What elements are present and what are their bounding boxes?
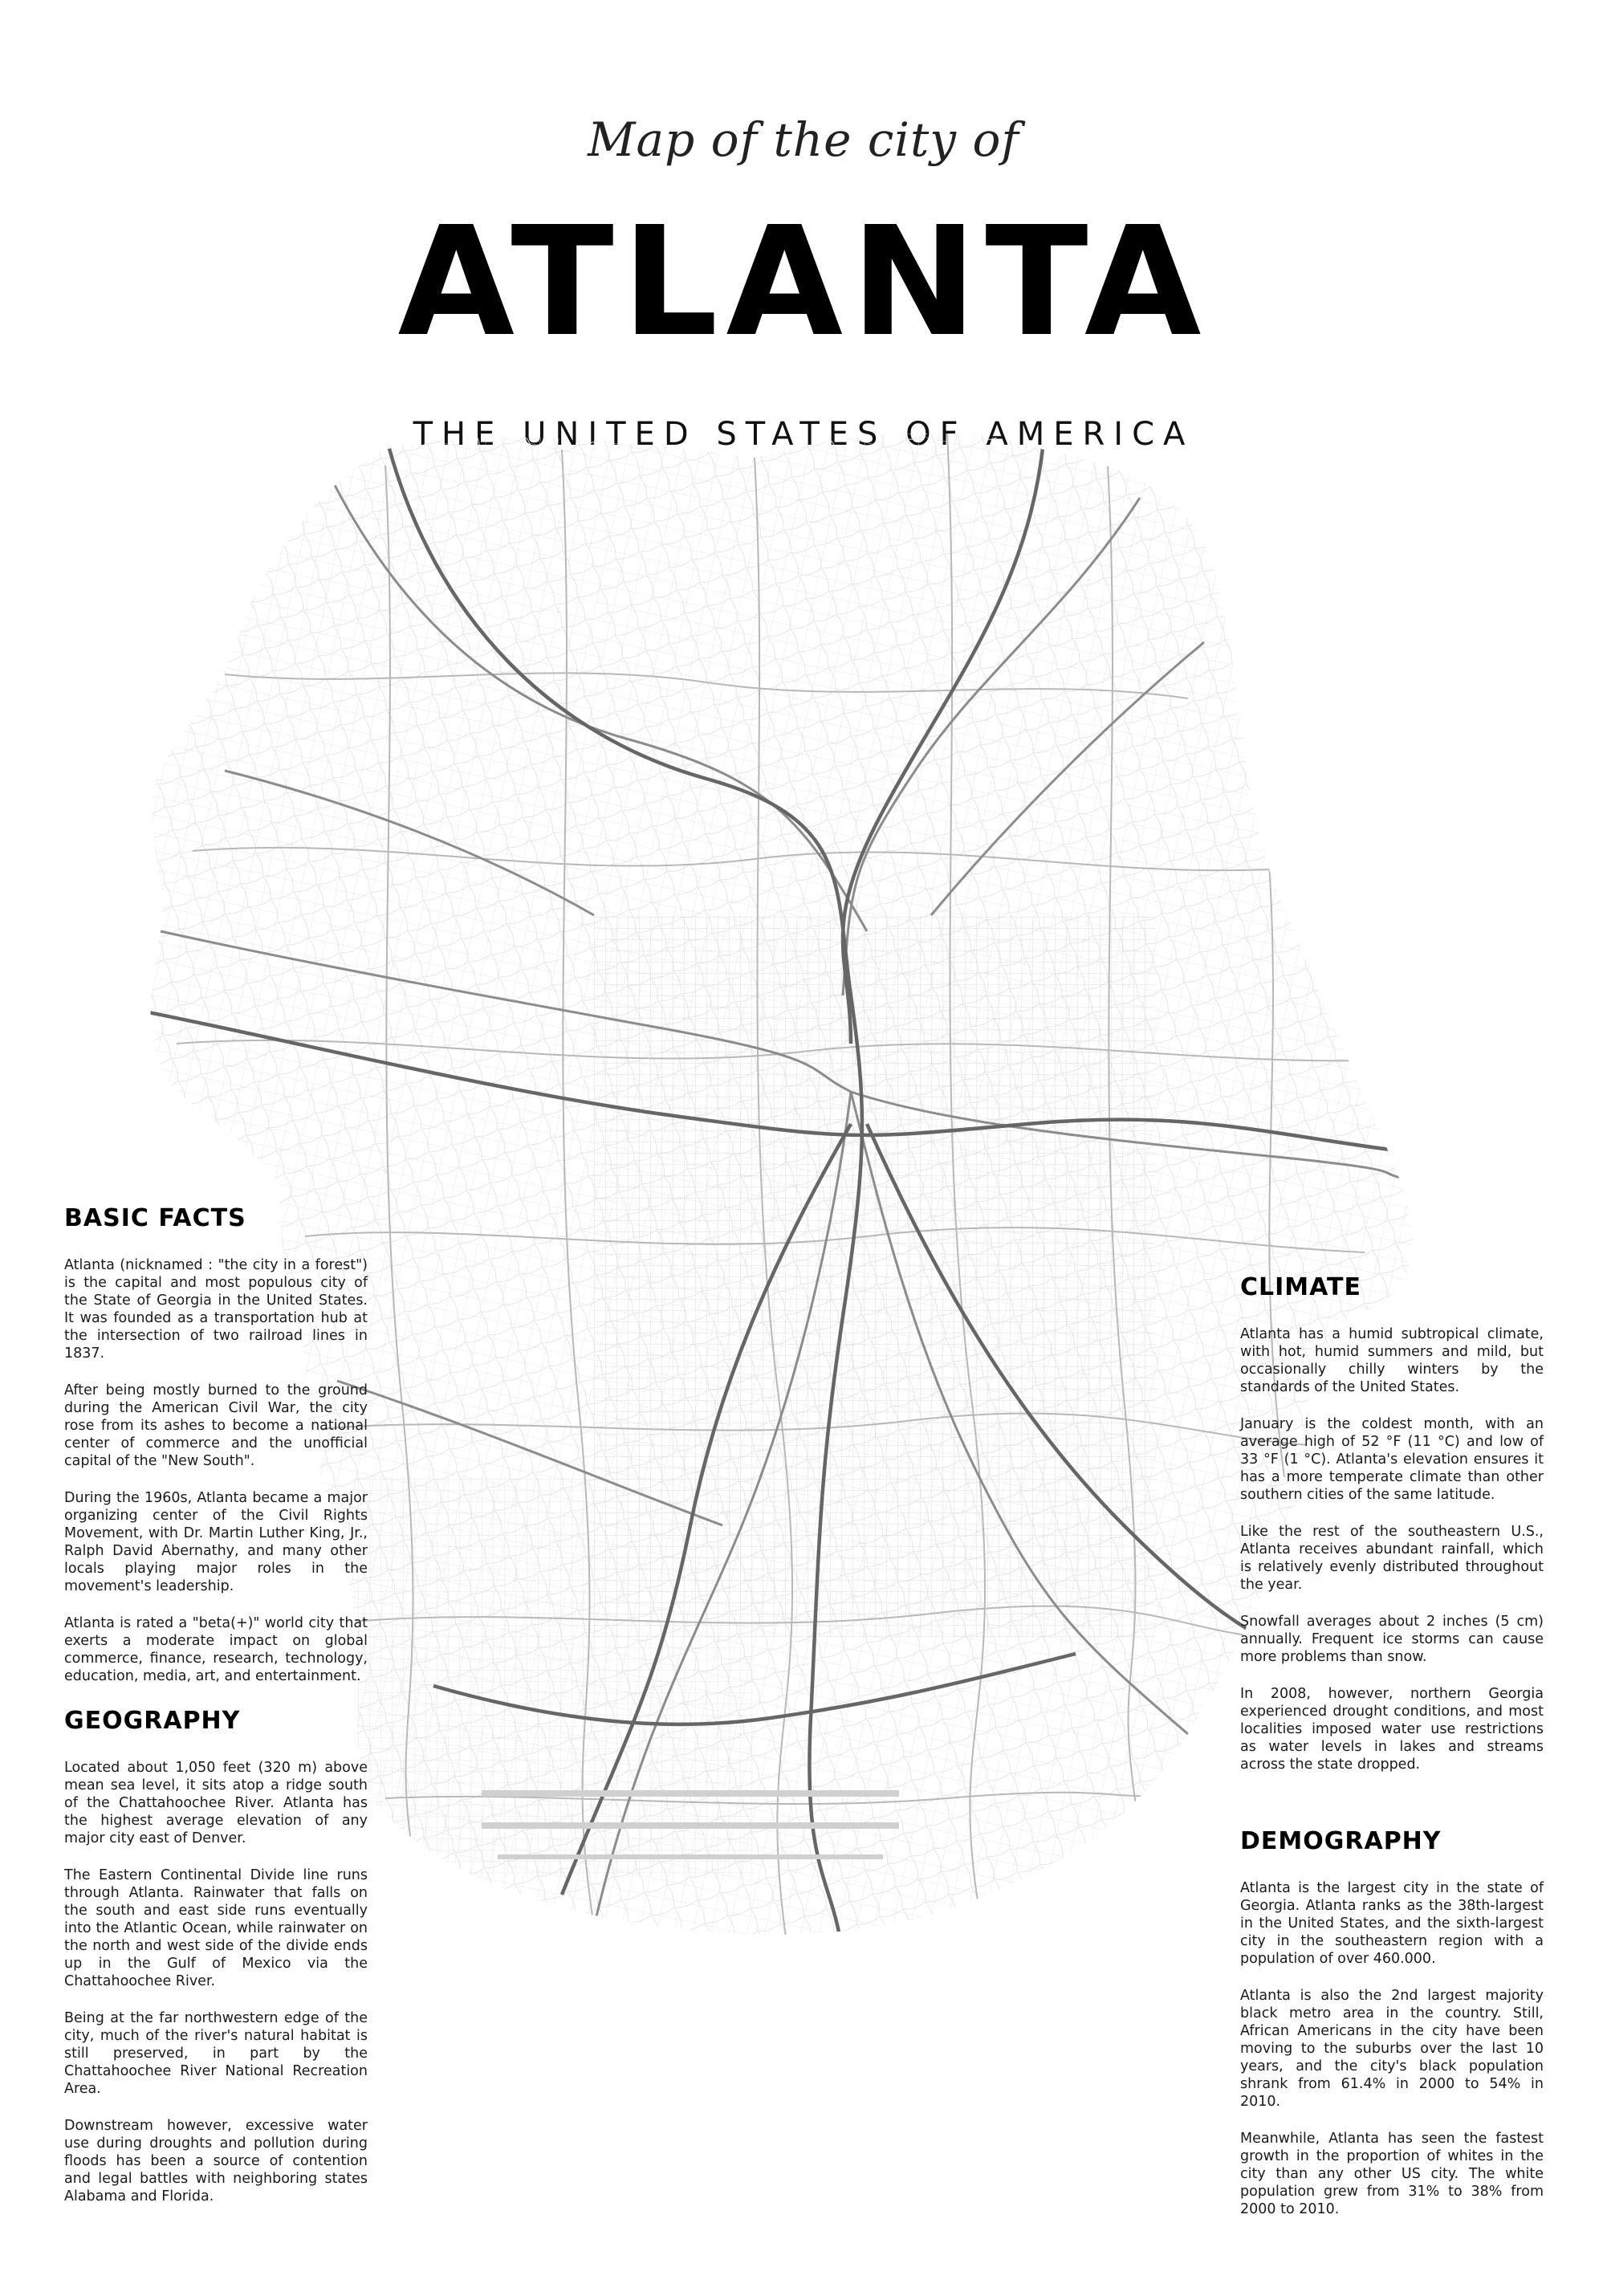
section-paragraph: Located about 1,050 feet (320 m) above mean sea level, it sits atop a ridge south of the Chattahoochee River. Atlanta has the highest average elevation of any major city east of Denver. — [64, 1760, 368, 1846]
section-paragraph: January is the coldest month, with an average high of 52 °F (11 °C) and low of 33 °F (1 °C). Atlanta's elevation ensures it has a more temperate climate than other southern cities of the same latitude. — [1240, 1416, 1544, 1503]
section-paragraph: Being at the far northwestern edge of the city, much of the river's natural habitat is still preserved, in part by the Chattahoochee River National Recreation Area. — [64, 2010, 368, 2097]
section-geography — [64, 1707, 368, 2225]
section-paragraph: After being mostly burned to the ground during the American Civil War, the city rose from its ashes to become a national center of commerce and the unofficial capital of the "New South". — [64, 1382, 368, 1469]
section-paragraph: Like the rest of the southeastern U.S., Atlanta receives abundant rainfall, which is relatively evenly distributed throughout the year. — [1240, 1524, 1544, 1593]
section-paragraph: Atlanta is the largest city in the state of Georgia. Atlanta ranks as the 38th-largest in the United States, and the sixth-largest city in the southeastern region with a population of over 460.000. — [1240, 1880, 1544, 1967]
section-paragraph: Atlanta (nicknamed : "the city in a forest") is the capital and most populous city of the State of Georgia in the United States. It was founded as a transportation hub at the intersection of two railroad lines in 1837. — [64, 1257, 368, 1362]
section-paragraph: Snowfall averages about 2 inches (5 cm) annually. Frequent ice storms can cause more problems than snow. — [1240, 1614, 1544, 1665]
section-heading: BASIC FACTS — [64, 1204, 246, 1232]
section-paragraph: The Eastern Continental Divide line runs through Atlanta. Rainwater that falls on the south and east side runs eventually into the Atlantic Ocean, while rainwater on the north and west side of the divide ends up in the Gulf of Mexico via the Chattahoochee River. — [64, 1867, 368, 1989]
section-climate — [1240, 1273, 1544, 1793]
section-paragraph: Meanwhile, Atlanta has seen the fastest growth in the proportion of whites in the city than any other US city. The white population grew from 31% to 38% from 2000 to 2010. — [1240, 2131, 1544, 2217]
country-label: THE UNITED STATES OF AMERICA — [413, 416, 1194, 453]
section-paragraph: During the 1960s, Atlanta became a major organizing center of the Civil Rights Movement, with Dr. Martin Luther King, Jr., Ralph David Abernathy, and many other locals playing major roles in the movement's leadership. — [64, 1490, 368, 1594]
section-demography — [1240, 1827, 1544, 2237]
city-title: ATLANTA — [397, 194, 1210, 370]
section-basic-facts — [64, 1204, 368, 1704]
section-heading: DEMOGRAPHY — [1240, 1827, 1442, 1855]
section-heading: CLIMATE — [1240, 1273, 1361, 1301]
section-paragraph: Atlanta has a humid subtropical climate, with hot, humid summers and mild, but occasionally chilly winters by the standards of the United States. — [1240, 1326, 1544, 1395]
section-paragraph: Atlanta is also the 2nd largest majority black metro area in the country. Still, African Americans in the city have been moving to the suburbs over the last 10 years, and the city's black population shrank from 61.4% in 2000 to 54% in 2010. — [1240, 1988, 1544, 2110]
section-paragraph: Downstream however, excessive water use during droughts and pollution during floods has been a source of contention and legal battles with neighboring states Alabama and Florida. — [64, 2118, 368, 2204]
section-paragraph: Atlanta is rated a "beta(+)" world city that exerts a moderate impact on global commerce, finance, research, technology, education, media, art, and entertainment. — [64, 1615, 368, 1684]
section-paragraph: In 2008, however, northern Georgia experienced drought conditions, and most localities imposed water use restrictions as water levels in lakes and streams across the state dropped. — [1240, 1686, 1544, 1773]
poster-subtitle: Map of the city of — [588, 112, 1019, 167]
section-heading: GEOGRAPHY — [64, 1707, 241, 1735]
